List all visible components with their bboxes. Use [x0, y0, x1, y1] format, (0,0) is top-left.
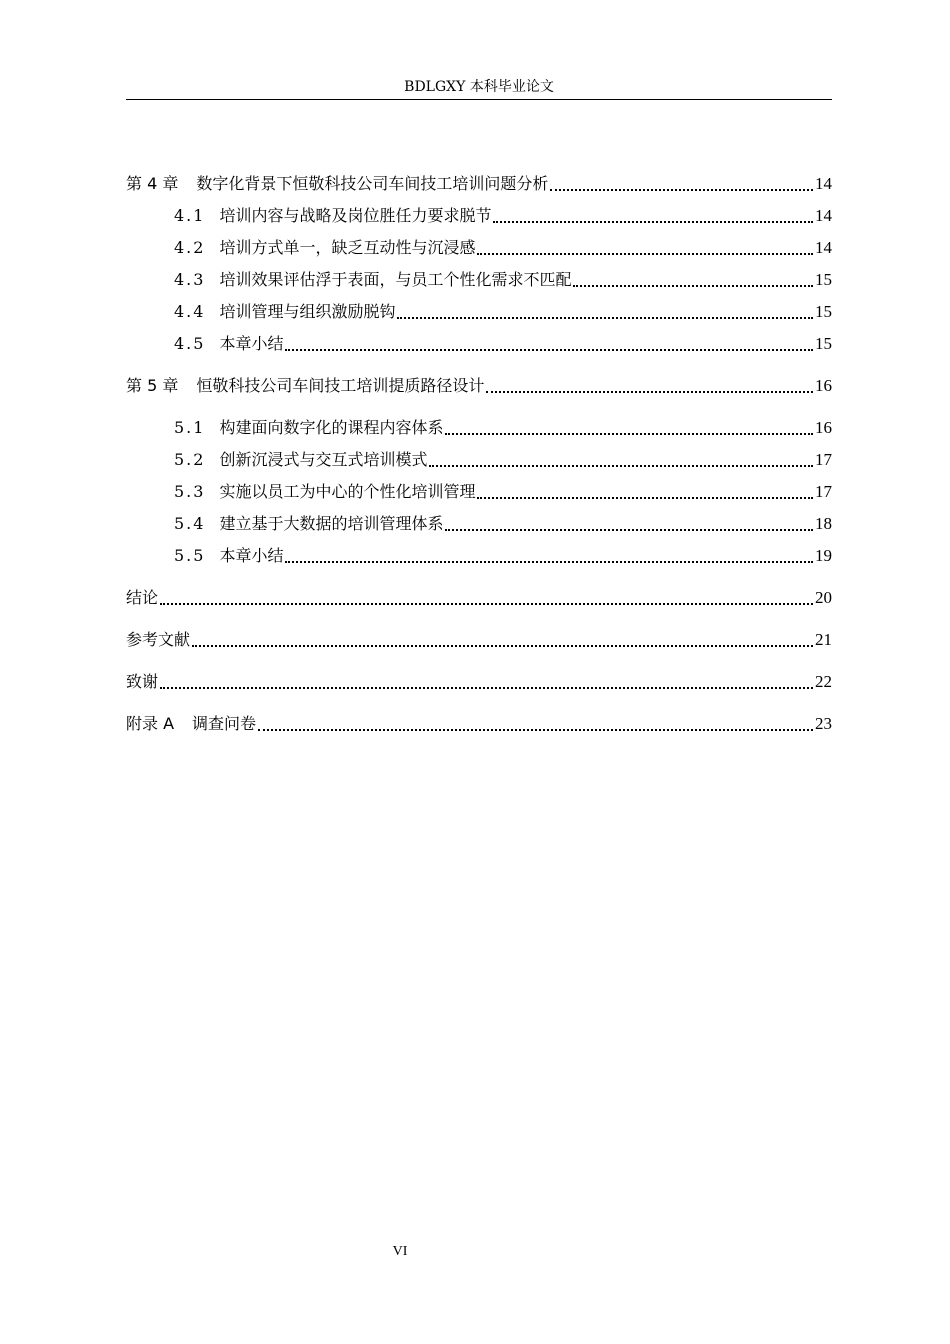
dot-leader — [445, 529, 813, 531]
toc-entry-title: 构建面向数字化的课程内容体系 — [219, 418, 444, 437]
dot-leader — [550, 189, 813, 191]
toc-entry-appendix-a[interactable] — [126, 708, 832, 740]
header-rule — [126, 99, 832, 100]
toc-entry-section-5-1[interactable] — [126, 412, 832, 444]
toc-page-number: 19 — [815, 546, 832, 565]
toc-entry-section-5-3[interactable] — [126, 476, 832, 508]
toc-section-number: 5.2 — [174, 450, 206, 469]
toc-entry-chapter-5[interactable] — [126, 370, 832, 402]
toc-entry-title: 参考文献 — [126, 630, 191, 649]
toc-page-number: 14 — [815, 206, 832, 225]
dot-leader — [285, 561, 813, 563]
toc-entry-section-5-5[interactable] — [126, 540, 832, 572]
dot-leader — [486, 391, 813, 393]
dot-leader — [192, 645, 813, 647]
dot-leader — [477, 253, 813, 255]
toc-entry-section-4-3[interactable] — [126, 264, 832, 296]
toc-section-number: 5.3 — [174, 482, 206, 501]
toc-section-number: 4.5 — [174, 334, 206, 353]
toc-page-number: 22 — [815, 672, 832, 691]
toc-page-number: 15 — [815, 270, 832, 289]
toc-entry-references[interactable] — [126, 624, 832, 656]
toc-entry-title: 本章小结 — [219, 546, 284, 565]
dot-leader — [445, 433, 813, 435]
running-header: BDLGXY 本科毕业论文 — [404, 79, 554, 95]
dot-leader — [160, 687, 813, 689]
toc-page-number: 23 — [815, 714, 832, 733]
toc-chapter-number: 第 5 章 — [126, 376, 179, 395]
toc-section-number: 4.4 — [174, 302, 206, 321]
toc-entry-section-5-4[interactable] — [126, 508, 832, 540]
dot-leader — [160, 603, 813, 605]
toc-chapter-number: 附录 A — [126, 714, 175, 733]
toc-entry-title: 数字化背景下恒敬科技公司车间技工培训问题分析 — [196, 174, 549, 193]
dot-leader — [573, 285, 813, 287]
toc-page-number: 14 — [815, 174, 832, 193]
toc-section-number: 4.1 — [174, 206, 206, 225]
table-of-contents — [126, 168, 832, 740]
toc-section-number: 4.2 — [174, 238, 206, 257]
toc-page-number: 15 — [815, 302, 832, 321]
toc-entry-title: 建立基于大数据的培训管理体系 — [219, 514, 444, 533]
toc-entry-title: 创新沉浸式与交互式培训模式 — [219, 450, 428, 469]
toc-entry-title: 致谢 — [126, 672, 159, 691]
toc-page-number: 18 — [815, 514, 832, 533]
toc-page-number: 17 — [815, 482, 832, 501]
toc-page-number: 21 — [815, 630, 832, 649]
toc-section-number: 5.1 — [174, 418, 206, 437]
toc-entry-title: 培训方式单一，缺乏互动性与沉浸感 — [219, 238, 476, 257]
toc-page-number: 16 — [815, 376, 832, 395]
toc-section-number: 5.5 — [174, 546, 206, 565]
toc-entry-section-4-4[interactable] — [126, 296, 832, 328]
toc-page-number: 14 — [815, 238, 832, 257]
toc-entry-title: 调查问卷 — [192, 714, 257, 733]
dot-leader — [493, 221, 813, 223]
toc-entry-section-4-5[interactable] — [126, 328, 832, 360]
toc-entry-title: 本章小结 — [219, 334, 284, 353]
toc-entry-title: 结论 — [126, 588, 159, 607]
toc-entry-title: 实施以员工为中心的个性化培训管理 — [219, 482, 476, 501]
toc-page-number: 15 — [815, 334, 832, 353]
toc-page-number: 17 — [815, 450, 832, 469]
toc-entry-chapter-4[interactable] — [126, 168, 832, 200]
dot-leader — [429, 465, 813, 467]
toc-entry-title: 培训管理与组织激励脱钩 — [219, 302, 396, 321]
toc-entry-title: 培训效果评估浮于表面，与员工个性化需求不匹配 — [219, 270, 572, 289]
toc-entry-title: 培训内容与战略及岗位胜任力要求脱节 — [219, 206, 492, 225]
toc-page-number: 20 — [815, 588, 832, 607]
toc-entry-conclusion[interactable] — [126, 582, 832, 614]
toc-entry-section-4-1[interactable] — [126, 200, 832, 232]
toc-chapter-number: 第 4 章 — [126, 174, 179, 193]
toc-page-number: 16 — [815, 418, 832, 437]
toc-entry-title: 恒敬科技公司车间技工培训提质路径设计 — [196, 376, 485, 395]
toc-entry-acknowledgements[interactable] — [126, 666, 832, 698]
toc-entry-section-4-2[interactable] — [126, 232, 832, 264]
page-number-footer: VI — [392, 1244, 408, 1259]
toc-entry-section-5-2[interactable] — [126, 444, 832, 476]
dot-leader — [285, 349, 813, 351]
dot-leader — [258, 729, 813, 731]
dot-leader — [477, 497, 813, 499]
toc-section-number: 4.3 — [174, 270, 206, 289]
toc-section-number: 5.4 — [174, 514, 206, 533]
dot-leader — [397, 317, 813, 319]
